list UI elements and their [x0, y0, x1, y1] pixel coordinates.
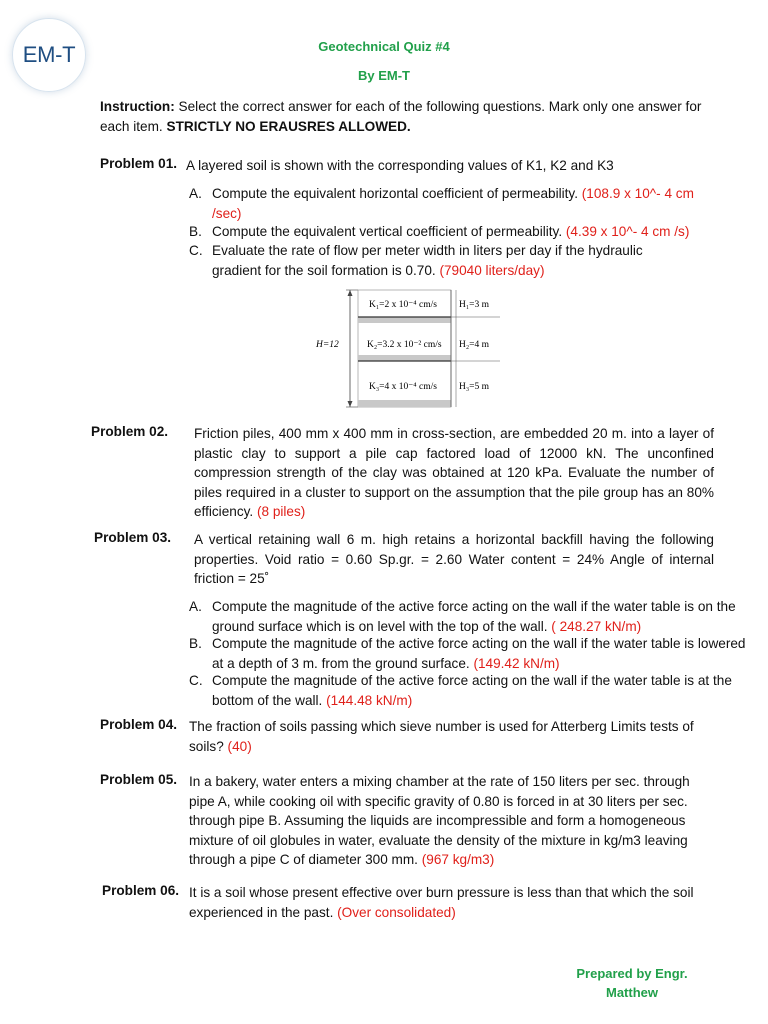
problem-01-option-b — [189, 222, 717, 242]
option-letter: B. — [189, 224, 202, 239]
layer-3-h: H₃=5 m — [459, 382, 490, 392]
problem-03-text: A vertical retaining wall 6 m. high retains a horizontal backfill having the following properties. Void ratio = 0.60 Sp.gr. = 2.60 Water content = 24% Angle of internal friction = 25˚ — [194, 532, 714, 586]
problem-03-option-a — [189, 597, 746, 636]
layer-interface-2 — [358, 355, 451, 361]
problem-03-option-b — [189, 634, 746, 673]
problem-02-label: Problem 02. — [91, 424, 169, 439]
problem-01-option-a — [189, 184, 717, 223]
option-answer: (149.42 kN/m) — [473, 655, 560, 671]
instruction-emphasis: STRICTLY NO ERAUSRES ALLOWED. — [166, 118, 411, 134]
problem-05-text: In a bakery, water enters a mixing chamber at the rate of 150 liters per sec. through pipe A, while cooking oil with specific gravity of 0.80 is forced in at 30 liters per sec. through pipe B. Assuming the liquids are incompressible and form a homogeneous mixture of oil globules in water, evaluate the density of the mixture in kg/m3 leaving through a pipe C of diameter 300 mm. — [189, 774, 690, 867]
instruction-text: Select the correct answer for each of the following questions. Mark only one answer for each item. — [100, 99, 702, 134]
instruction-paragraph — [100, 97, 720, 136]
problem-06-body — [189, 883, 719, 922]
option-letter: A. — [189, 186, 202, 201]
option-text: Compute the magnitude of the active force acting on the wall if the water table is lowered at a depth of 3 m. from the ground surface. — [212, 636, 746, 671]
arrow-up-icon — [348, 290, 353, 296]
layered-soil-diagram — [316, 287, 505, 412]
problem-01-option-c — [189, 241, 692, 280]
option-answer: (79040 liters/day) — [439, 262, 545, 278]
layered-soil-figure — [316, 287, 505, 412]
problem-05-answer: (967 kg/m3) — [421, 852, 495, 867]
total-height-label: H=12 — [316, 340, 339, 350]
problem-04-text: The fraction of soils passing which sieve number is used for Atterberg Limits tests of soils? — [189, 719, 694, 754]
layer-3-k: K₃=4 x 10⁻⁴ cm/s — [369, 382, 437, 392]
option-text: Compute the magnitude of the active force acting on the wall if the water table is on the ground surface which is on level with the top of the wall. — [212, 599, 736, 634]
layer-base — [358, 400, 451, 407]
problem-04-label: Problem 04. — [100, 717, 178, 732]
option-answer: (108.9 x 10^- 4 cm /sec) — [212, 186, 694, 221]
option-letter: B. — [189, 636, 202, 651]
problem-02-text: Friction piles, 400 mm x 400 mm in cross-section, are embedded 20 m. into a layer of plastic clay to support a pile cap factored load of 12000 kN. The unconfined compression strength of the clay was obtained at 120 kPa. Evaluate the number of piles required in a cluster to support on the assumption that the pile group has an 80% efficiency. — [194, 426, 714, 519]
layer-2-k: K₂=3.2 x 10⁻² cm/s — [367, 340, 442, 350]
problem-04-body — [189, 717, 719, 756]
problem-06-answer: (Over consolidated) — [337, 904, 456, 920]
arrow-down-icon — [348, 401, 353, 407]
option-text: Evaluate the rate of flow per meter width in liters per day if the hydraulic gradient for the soil formation is 0.70. — [212, 243, 643, 278]
option-answer: (144.48 kN/m) — [326, 692, 413, 708]
layer-1-h: H₁=3 m — [459, 300, 490, 310]
layer-2-h: H₂=4 m — [459, 340, 490, 350]
problem-06-label: Problem 06. — [102, 883, 180, 898]
logo-text: EM-T — [22, 42, 76, 67]
document-byline: By EM-T — [358, 68, 410, 83]
problem-03-option-c — [189, 671, 746, 710]
problem-05-label: Problem 05. — [100, 772, 178, 787]
option-answer: ( 248.27 kN/m) — [551, 618, 642, 634]
instruction-label: Instruction: — [100, 99, 175, 114]
problem-02-answer: (8 piles) — [256, 504, 306, 519]
problem-05-body — [189, 772, 719, 870]
problem-01-label: Problem 01. — [100, 156, 178, 171]
option-text: Compute the equivalent horizontal coefficient of permeability. — [212, 186, 578, 201]
layer-interface-1 — [358, 317, 451, 323]
option-letter: C. — [189, 673, 203, 688]
layer-1-k: K₁=2 x 10⁻⁴ cm/s — [369, 300, 437, 310]
prepared-by-line1: Prepared by Engr. — [576, 966, 688, 981]
option-answer: (4.39 x 10^- 4 cm /s) — [565, 224, 690, 239]
problem-02-body — [194, 424, 714, 522]
option-letter: A. — [189, 599, 202, 614]
problem-04-answer: (40) — [227, 738, 252, 754]
option-text: Compute the magnitude of the active force acting on the wall if the water table is at the bottom of the wall. — [212, 673, 732, 708]
problem-01-text: A layered soil is shown with the corresponding values of K1, K2 and K3 — [186, 158, 614, 173]
problem-03-label: Problem 03. — [94, 530, 172, 545]
option-text: Compute the equivalent vertical coefficient of permeability. — [212, 224, 563, 239]
problem-06-text: It is a soil whose present effective over burn pressure is less than that which the soil experienced in the past. — [189, 885, 694, 920]
prepared-by — [537, 964, 727, 1002]
document-title: Geotechnical Quiz #4 — [318, 39, 450, 54]
prepared-by-line2: Matthew — [606, 985, 658, 1000]
option-letter: C. — [189, 243, 203, 258]
